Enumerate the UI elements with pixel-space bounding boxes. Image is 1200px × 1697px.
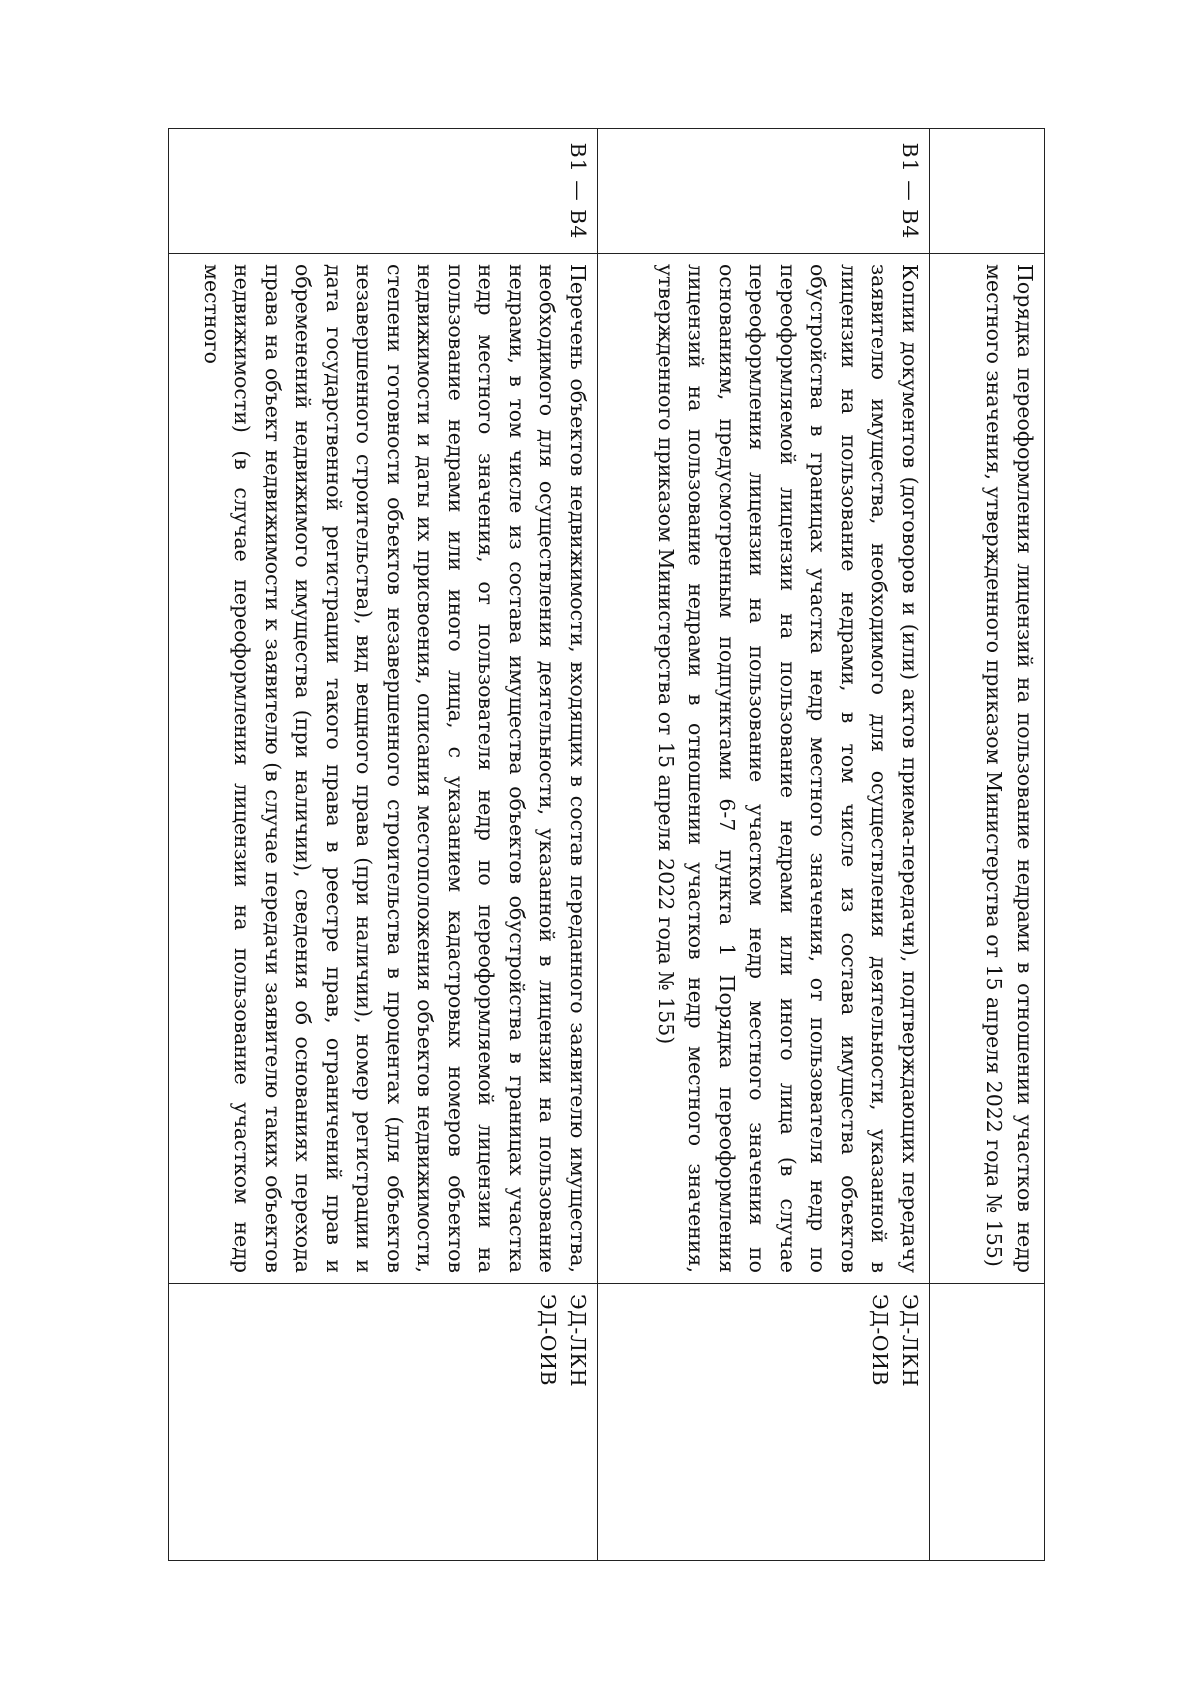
document-type-label: ЭД-ОИВ	[868, 1294, 892, 1387]
rotated-page	[169, 128, 1045, 1560]
table-row	[169, 129, 598, 1561]
description-text: Копии документов (договоров и (или) актов приема-передачи), подтверждающих передачу заявителю имущества, необходимого для осуществления деятельности, указанной в лицензии на пользование недрами, в том числе из состава имущества объектов обустройства в границах участка недр местного значения, от пользователя недр по переоформляемой лицензии на пользование недрами или иного лица (в случае переоформления лицензии на пользование участком недр местного значения по основаниям, предусмотренным подпунктами 6-7 пункта 1 Порядка переоформления лицензий на пользование недрами в отношении участков недр местного значения, утвержденного приказом Министерства от 15 апреля 2022 года № 155)	[654, 264, 922, 1273]
table-row	[930, 129, 1045, 1561]
document-type-cell	[598, 1284, 930, 1561]
document-table	[168, 128, 1045, 1561]
document-type-cell	[930, 1284, 1045, 1561]
code-cell	[930, 129, 1045, 254]
description-cell	[598, 254, 930, 1284]
table-row	[598, 129, 930, 1561]
document-type-label: ЭД-ЛКН	[566, 1294, 590, 1388]
description-text: Порядка переоформления лицензий на пользование недрами в отношении участков недр местного значения, утвержденного приказом Министерства от 15 апреля 2022 года № 155)	[982, 264, 1037, 1273]
document-type-label: ЭД-ОИВ	[536, 1294, 560, 1387]
document-type-label: ЭД-ЛКН	[898, 1294, 922, 1388]
description-text: Перечень объектов недвижимости, входящих в состав переданного заявителю имущества, необходимого для осуществления деятельности, указанной в лицензии на пользование недрами, в том числе из состава имущества объектов обустройства в границах участка недр местного значения, от пользователя недр по переоформляемой лицензии на пользование недрами или иного лица, с указанием кадастровых номеров объектов недвижимости и даты их присвоения, описания местоположения объектов недвижимости, степени готовности объектов незавершенного строительства в процентах (для объектов незавершенного строительства), вид вещного права (при наличии), номер регистрации и дата государственной регистрации такого права в реестре прав, ограничений прав и обременений недвижимого имущества (при наличии), сведения об основаниях перехода права на объект недвижимости к заявителю (в случае передачи заявителю таких объектов недвижимости) (в случае переоформления лицензии на пользование участком недр местного	[200, 264, 590, 1273]
code-cell: В1 — В4	[169, 129, 598, 254]
description-cell	[930, 254, 1045, 1284]
document-type-cell	[169, 1284, 598, 1561]
code-cell: В1 — В4	[598, 129, 930, 254]
description-cell	[169, 254, 598, 1284]
